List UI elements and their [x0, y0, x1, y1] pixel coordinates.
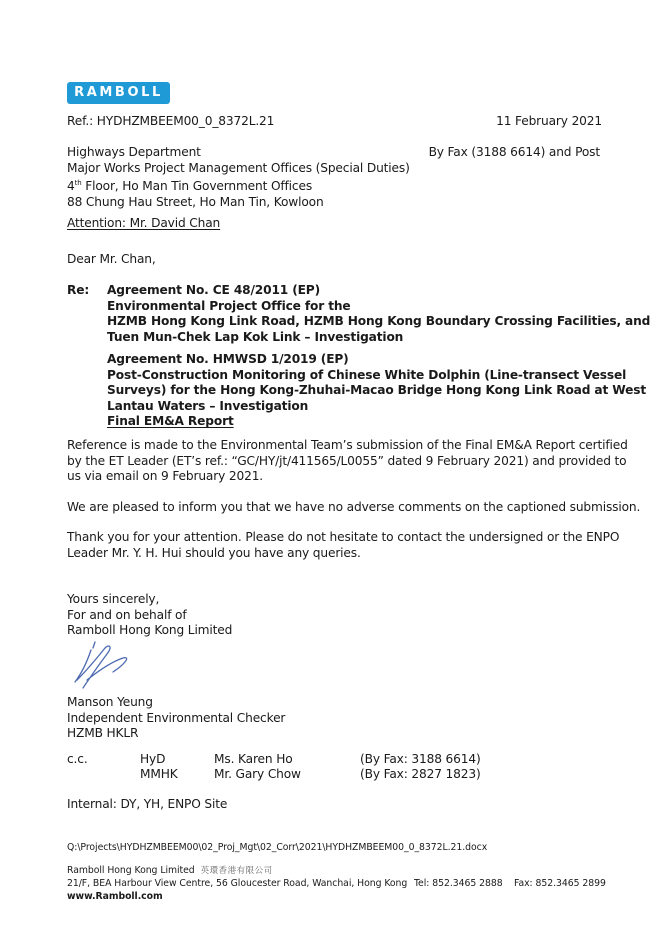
footer-tel: Tel: 852.3465 2888	[414, 878, 503, 889]
footer-website[interactable]: www.Ramboll.com	[67, 891, 163, 902]
cc-org: HyD	[140, 752, 166, 766]
reference-number: Ref.: HYDHZMBEEM00_0_8372L.21	[67, 114, 275, 128]
subject-line: Environmental Project Office for the	[107, 298, 351, 313]
cc-fax: (By Fax: 2827 1823)	[360, 767, 481, 781]
recipient-line: 88 Chung Hau Street, Ho Man Tin, Kowloon	[67, 194, 324, 209]
body-line: Leader Mr. Y. H. Hui should you have any queries.	[67, 545, 361, 560]
footer-address-line	[67, 877, 607, 890]
subject-line: Agreement No. CE 48/2011 (EP)	[107, 283, 320, 297]
letter-date: 11 February 2021	[496, 114, 602, 128]
cc-row	[140, 752, 165, 768]
internal-distribution: Internal: DY, YH, ENPO Site	[67, 797, 228, 811]
recipient-address	[67, 145, 410, 210]
subject-line: Tuen Mun-Chek Lap Kok Link – Investigation	[107, 329, 404, 344]
attention-line: Attention: Mr. David Chan	[67, 216, 221, 230]
recipient-line	[67, 176, 410, 195]
footer-company: Ramboll Hong Kong Limited	[67, 865, 195, 876]
body-line: Thank you for your attention. Please do not hesitate to contact the undersigned or the ENPO	[67, 530, 620, 544]
subject-line: HZMB Hong Kong Link Road, HZMB Hong Kong Boundary Crossing Facilities, and	[107, 314, 651, 329]
subject-line: Surveys) for the Hong Kong-Zhuhai-Macao Bridge Hong Kong Link Road at West	[107, 383, 647, 398]
subject-line: Agreement No. HMWSD 1/2019 (EP)	[107, 352, 349, 366]
ramboll-logo	[67, 82, 170, 104]
cc-fax: (By Fax: 3188 6614)	[360, 752, 481, 766]
footer-company-line	[67, 864, 273, 878]
body-line: us via email on 9 February 2021.	[67, 469, 264, 484]
body-line: Reference is made to the Environmental Team’s submission of the Final EM&A Report certified	[67, 438, 628, 452]
file-path: Q:\Projects\HYDHZMBEEM00\02_Proj_Mgt\02_Corr\2021\HYDHZMBEEM00_0_8372L.21.docx	[67, 842, 488, 853]
body-paragraph-1	[67, 438, 628, 485]
cc-name: Ms. Karen Ho	[214, 752, 293, 766]
signature-icon	[73, 640, 131, 692]
delivery-method: By Fax (3188 6614) and Post	[428, 145, 600, 159]
subject-line: Lantau Waters – Investigation	[107, 398, 309, 413]
cc-label: c.c.	[67, 752, 88, 766]
floor-suffix: th	[74, 179, 82, 188]
subject-block-2	[107, 352, 646, 430]
body-line: by the ET Leader (ET’s ref.: “GC/HY/jt/411565/L0055” dated 9 February 2021) and provided to	[67, 453, 627, 468]
closing-line: For and on behalf of	[67, 607, 187, 622]
body-paragraph-3	[67, 530, 619, 561]
cc-org: MMHK	[140, 767, 178, 781]
floor-number: 4	[67, 179, 75, 194]
closing-block	[67, 592, 232, 639]
salutation: Dear Mr. Chan,	[67, 252, 156, 266]
signatory-project: HZMB HKLR	[67, 726, 139, 741]
signatory-name: Manson Yeung	[67, 695, 153, 709]
floor-text: Floor, Ho Man Tin Government Offices	[85, 179, 313, 194]
logo-text: RAMBOLL	[74, 85, 163, 100]
body-paragraph-2: We are pleased to inform you that we have no adverse comments on the captioned submission.	[67, 500, 641, 514]
footer-company-cjk: 英環香港有限公司	[200, 866, 273, 876]
subject-line: Post-Construction Monitoring of Chinese White Dolphin (Line-transect Vessel	[107, 367, 627, 382]
subject-label: Re:	[67, 283, 90, 297]
report-title: Final EM&A Report	[107, 414, 234, 429]
closing-line: Yours sincerely,	[67, 592, 160, 606]
cc-name: Mr. Gary Chow	[214, 767, 301, 781]
closing-line: Ramboll Hong Kong Limited	[67, 623, 233, 638]
signatory-title: Independent Environmental Checker	[67, 710, 286, 725]
recipient-line: Major Works Project Management Offices (Special Duties)	[67, 160, 410, 175]
signatory-block	[67, 695, 285, 742]
footer-fax: Fax: 852.3465 2899	[514, 878, 606, 889]
subject-block-1	[107, 283, 650, 345]
recipient-line: Highways Department	[67, 145, 201, 159]
footer-address: 21/F, BEA Harbour View Centre, 56 Gloucester Road, Wanchai, Hong Kong	[67, 878, 408, 889]
